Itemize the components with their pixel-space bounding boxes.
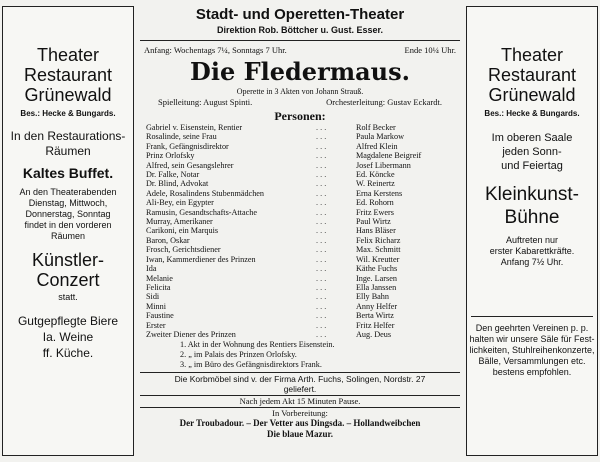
cast-actor: Paula Markow xyxy=(356,132,404,142)
cast-actor: Inge. Larsen xyxy=(356,273,397,283)
end-time: Ende 10¼ Uhr. xyxy=(404,45,456,55)
cast-row: Rosalinde, seine Frau . . . Paula Markow xyxy=(146,132,454,141)
cast-role: Dr. Blind, Advokat xyxy=(146,179,209,189)
right-stage: Kleinkunst- Bühne xyxy=(485,184,579,228)
right-text2: Auftreten nur erster Kabarettkräfte. Anfang 7½ Uhr. xyxy=(489,235,575,267)
cast-role: Minni xyxy=(146,301,167,311)
right-owners: Bes.: Hecke & Bungards. xyxy=(484,109,580,118)
cast-row: Melanie . . . Inge. Larsen xyxy=(146,274,454,283)
cast-list xyxy=(140,123,460,339)
upcoming-1: Der Troubadour. xyxy=(179,418,245,429)
cast-row: Gabriel v. Eisenstein, Rentier . . . Rolf Becker xyxy=(146,123,454,132)
opera-title: Die Fledermaus. xyxy=(190,57,410,86)
cast-role: Faustine xyxy=(146,311,174,321)
cast-actor: Rolf Becker xyxy=(356,123,396,132)
right-title: Theater Restaurant Grünewald xyxy=(487,45,577,105)
cast-role: Felicita xyxy=(146,282,171,292)
cast-actor: Ella Janssen xyxy=(356,282,397,292)
cast-role: Dr. Falke, Notar xyxy=(146,170,200,180)
conductor: Orchesterleitung: Gustav Eckardt. xyxy=(326,97,442,107)
left-buffet: Kaltes Buffet. xyxy=(22,165,114,181)
cast-row: Murray, Amerikaner . . . Paul Wirtz xyxy=(146,217,454,226)
cast-role: Iwan, Kammerdiener des Prinzen xyxy=(146,254,256,264)
cast-role: Murray, Amerikaner xyxy=(146,217,213,227)
cast-row: Felicita . . . Ella Janssen xyxy=(146,283,454,292)
cast-row: Frank, Gefängnisdirektor . . . Alfred Klein xyxy=(146,142,454,151)
cast-role: Zweiter Diener des Prinzen xyxy=(146,329,236,339)
cast-actor: Ed. Rohorn xyxy=(356,198,394,208)
times xyxy=(140,45,460,55)
cast-role: Baron, Oskar xyxy=(146,235,190,245)
persons-heading: Personen: xyxy=(274,109,326,123)
cast-actor: Erna Kerstens xyxy=(356,188,403,198)
cast-role: Frank, Gefängnisdirektor xyxy=(146,141,229,151)
cast-role: Ramusin, Gesandtschafts-Attache xyxy=(146,207,257,217)
cast-row: Faustine . . . Berta Wirtz xyxy=(146,311,454,320)
cast-role: Prinz Orlofsky xyxy=(146,151,195,161)
cast-role: Ali-Bey, ein Egypter xyxy=(146,198,214,208)
preparation-heading: In Vorbereitung: xyxy=(140,407,460,418)
cast-actor: Berta Wirtz xyxy=(356,311,394,321)
upcoming-2: Der Vetter aus Dingsda. xyxy=(253,418,345,429)
cast-row: Prinz Orlofsky . . . Magdalene Beigreif xyxy=(146,151,454,160)
cast-actor: Hans Bläser xyxy=(356,226,396,236)
upcoming-4: Die blaue Mazur. xyxy=(267,429,333,440)
acts xyxy=(140,340,460,369)
right-advert xyxy=(466,6,598,456)
cast-row: Erster . . . Fritz Helfer xyxy=(146,321,454,330)
director: Spielleitung: August Spinti. xyxy=(158,97,253,107)
cast-row: Sidi . . . Elly Bahn xyxy=(146,292,454,301)
right-text1: Im oberen Saale jeden Sonn- und Feiertag xyxy=(491,132,573,172)
theatre-name: Stadt- und Operetten-Theater xyxy=(195,6,405,23)
right-text3: Den geehrten Vereinen p. p. halten wir unsere Säle für Fest- lichkeiten, Stuhlreihenkonzerte, Bälle, Versammlungen etc. bestens empfohlen. xyxy=(469,323,595,377)
cast-row: Dr. Blind, Advokat . . . W. Reinertz xyxy=(146,179,454,188)
cast-role: Sidi xyxy=(146,292,160,302)
cast-row: Adele, Rosalindens Stubenmädchen . . . Erna Kerstens xyxy=(146,189,454,198)
cast-actor: Josef Libermann xyxy=(356,160,411,170)
opera-subtitle: Operette in 3 Akten von Johann Strauß. xyxy=(236,87,364,96)
cast-role: Rosalinde, seine Frau xyxy=(146,132,217,142)
cast-actor: Elly Bahn xyxy=(356,292,389,302)
cast-actor: Käthe Fuchs xyxy=(356,264,398,274)
left-advert xyxy=(2,6,134,456)
cast-role: Ida xyxy=(146,264,157,274)
cast-actor: Felix Richarz xyxy=(356,235,401,245)
act-3: 3. „ im Büro des Gefängnisdirektors Frank. xyxy=(180,359,322,369)
left-text2: An den Theaterabenden Dienstag, Mittwoch, Donnerstag, Sonntag findet in den vorderen Räumen xyxy=(19,187,117,241)
start-time: Anfang: Wochentags 7¼, Sonntags 7 Uhr. xyxy=(144,45,287,55)
cast-row: Baron, Oskar . . . Felix Richarz xyxy=(146,236,454,245)
cast-actor: Paul Wirtz xyxy=(356,217,391,227)
cast-actor: Fritz Helfer xyxy=(356,320,395,330)
cast-actor: Ed. Köncke xyxy=(356,170,395,180)
cast-actor: Anny Helfer xyxy=(356,301,398,311)
cast-row: Ida . . . Käthe Fuchs xyxy=(146,264,454,273)
cast-row: Carikoni, ein Marquis . . . Hans Bläser xyxy=(146,226,454,235)
cast-actor: Wil. Kreutter xyxy=(356,254,400,264)
cast-actor: Alfred Klein xyxy=(356,141,398,151)
direction: Direktion Rob. Böttcher u. Gust. Esser. xyxy=(216,25,384,35)
left-concert: Künstler- Conzert xyxy=(31,250,105,290)
cast-row: Iwan, Kammerdiener des Prinzen . . . Wil. Kreutter xyxy=(146,255,454,264)
cast-actor: Magdalene Beigreif xyxy=(356,151,422,161)
credits xyxy=(140,97,460,108)
cast-role: Alfred, sein Gesangslehrer xyxy=(146,160,234,170)
cast-actor: W. Reinertz xyxy=(356,179,395,189)
pause-note: Nach jedem Akt 15 Minuten Pause. xyxy=(239,396,361,407)
cast-row: Alfred, sein Gesangslehrer . . . Josef Libermann xyxy=(146,161,454,170)
cast-row: Frosch, Gerichtsdiener . . . Max. Schmitt xyxy=(146,245,454,254)
cast-actor: Max. Schmitt xyxy=(356,245,401,255)
cast-role: Carikoni, ein Marquis xyxy=(146,226,219,236)
cast-role: Adele, Rosalindens Stubenmädchen xyxy=(146,188,265,198)
furniture-note: Die Korbmöbel sind v. der Firma Arth. Fuchs, Solingen, Nordstr. 27 geliefert. xyxy=(140,372,460,396)
cast-role: Frosch, Gerichtsdiener xyxy=(146,245,221,255)
act-1: 1. Akt in der Wohnung des Rentiers Eisenstein. xyxy=(180,340,335,350)
cast-row: Ali-Bey, ein Egypter . . . Ed. Rohorn xyxy=(146,198,454,207)
cast-row: Minni . . . Anny Helfer xyxy=(146,302,454,311)
left-title: Theater Restaurant Grünewald xyxy=(23,45,113,105)
act-2: 2. „ im Palais des Prinzen Orlofsky. xyxy=(180,349,297,359)
left-statt: statt. xyxy=(58,292,78,302)
cast-role: Erster xyxy=(146,320,166,330)
cast-actor: Fritz Ewers xyxy=(356,207,394,217)
cast-row: Zweiter Diener des Prinzen . . . Aug. Deus xyxy=(146,330,454,339)
cast-role: Gabriel v. Eisenstein, Rentier xyxy=(146,123,243,132)
cast-row: Dr. Falke, Notar . . . Ed. Köncke xyxy=(146,170,454,179)
left-text1: In den Restaurations- Räumen xyxy=(10,129,126,158)
upcoming-3: Hollandweibchen xyxy=(353,418,421,429)
cast-role: Melanie xyxy=(146,273,173,283)
upcoming-line: Der Troubadour. – Der Vetter aus Dingsda. – Hollandweibchen xyxy=(179,418,421,429)
cast-row: Ramusin, Gesandtschafts-Attache . . . Fritz Ewers xyxy=(146,208,454,217)
center-program xyxy=(140,6,460,456)
left-drinks: Gutgepflegte Biere Ia. Weine ff. Küche. xyxy=(17,314,119,360)
cast-actor: Aug. Deus xyxy=(356,329,392,339)
left-owners: Bes.: Hecke & Bungards. xyxy=(20,109,116,118)
